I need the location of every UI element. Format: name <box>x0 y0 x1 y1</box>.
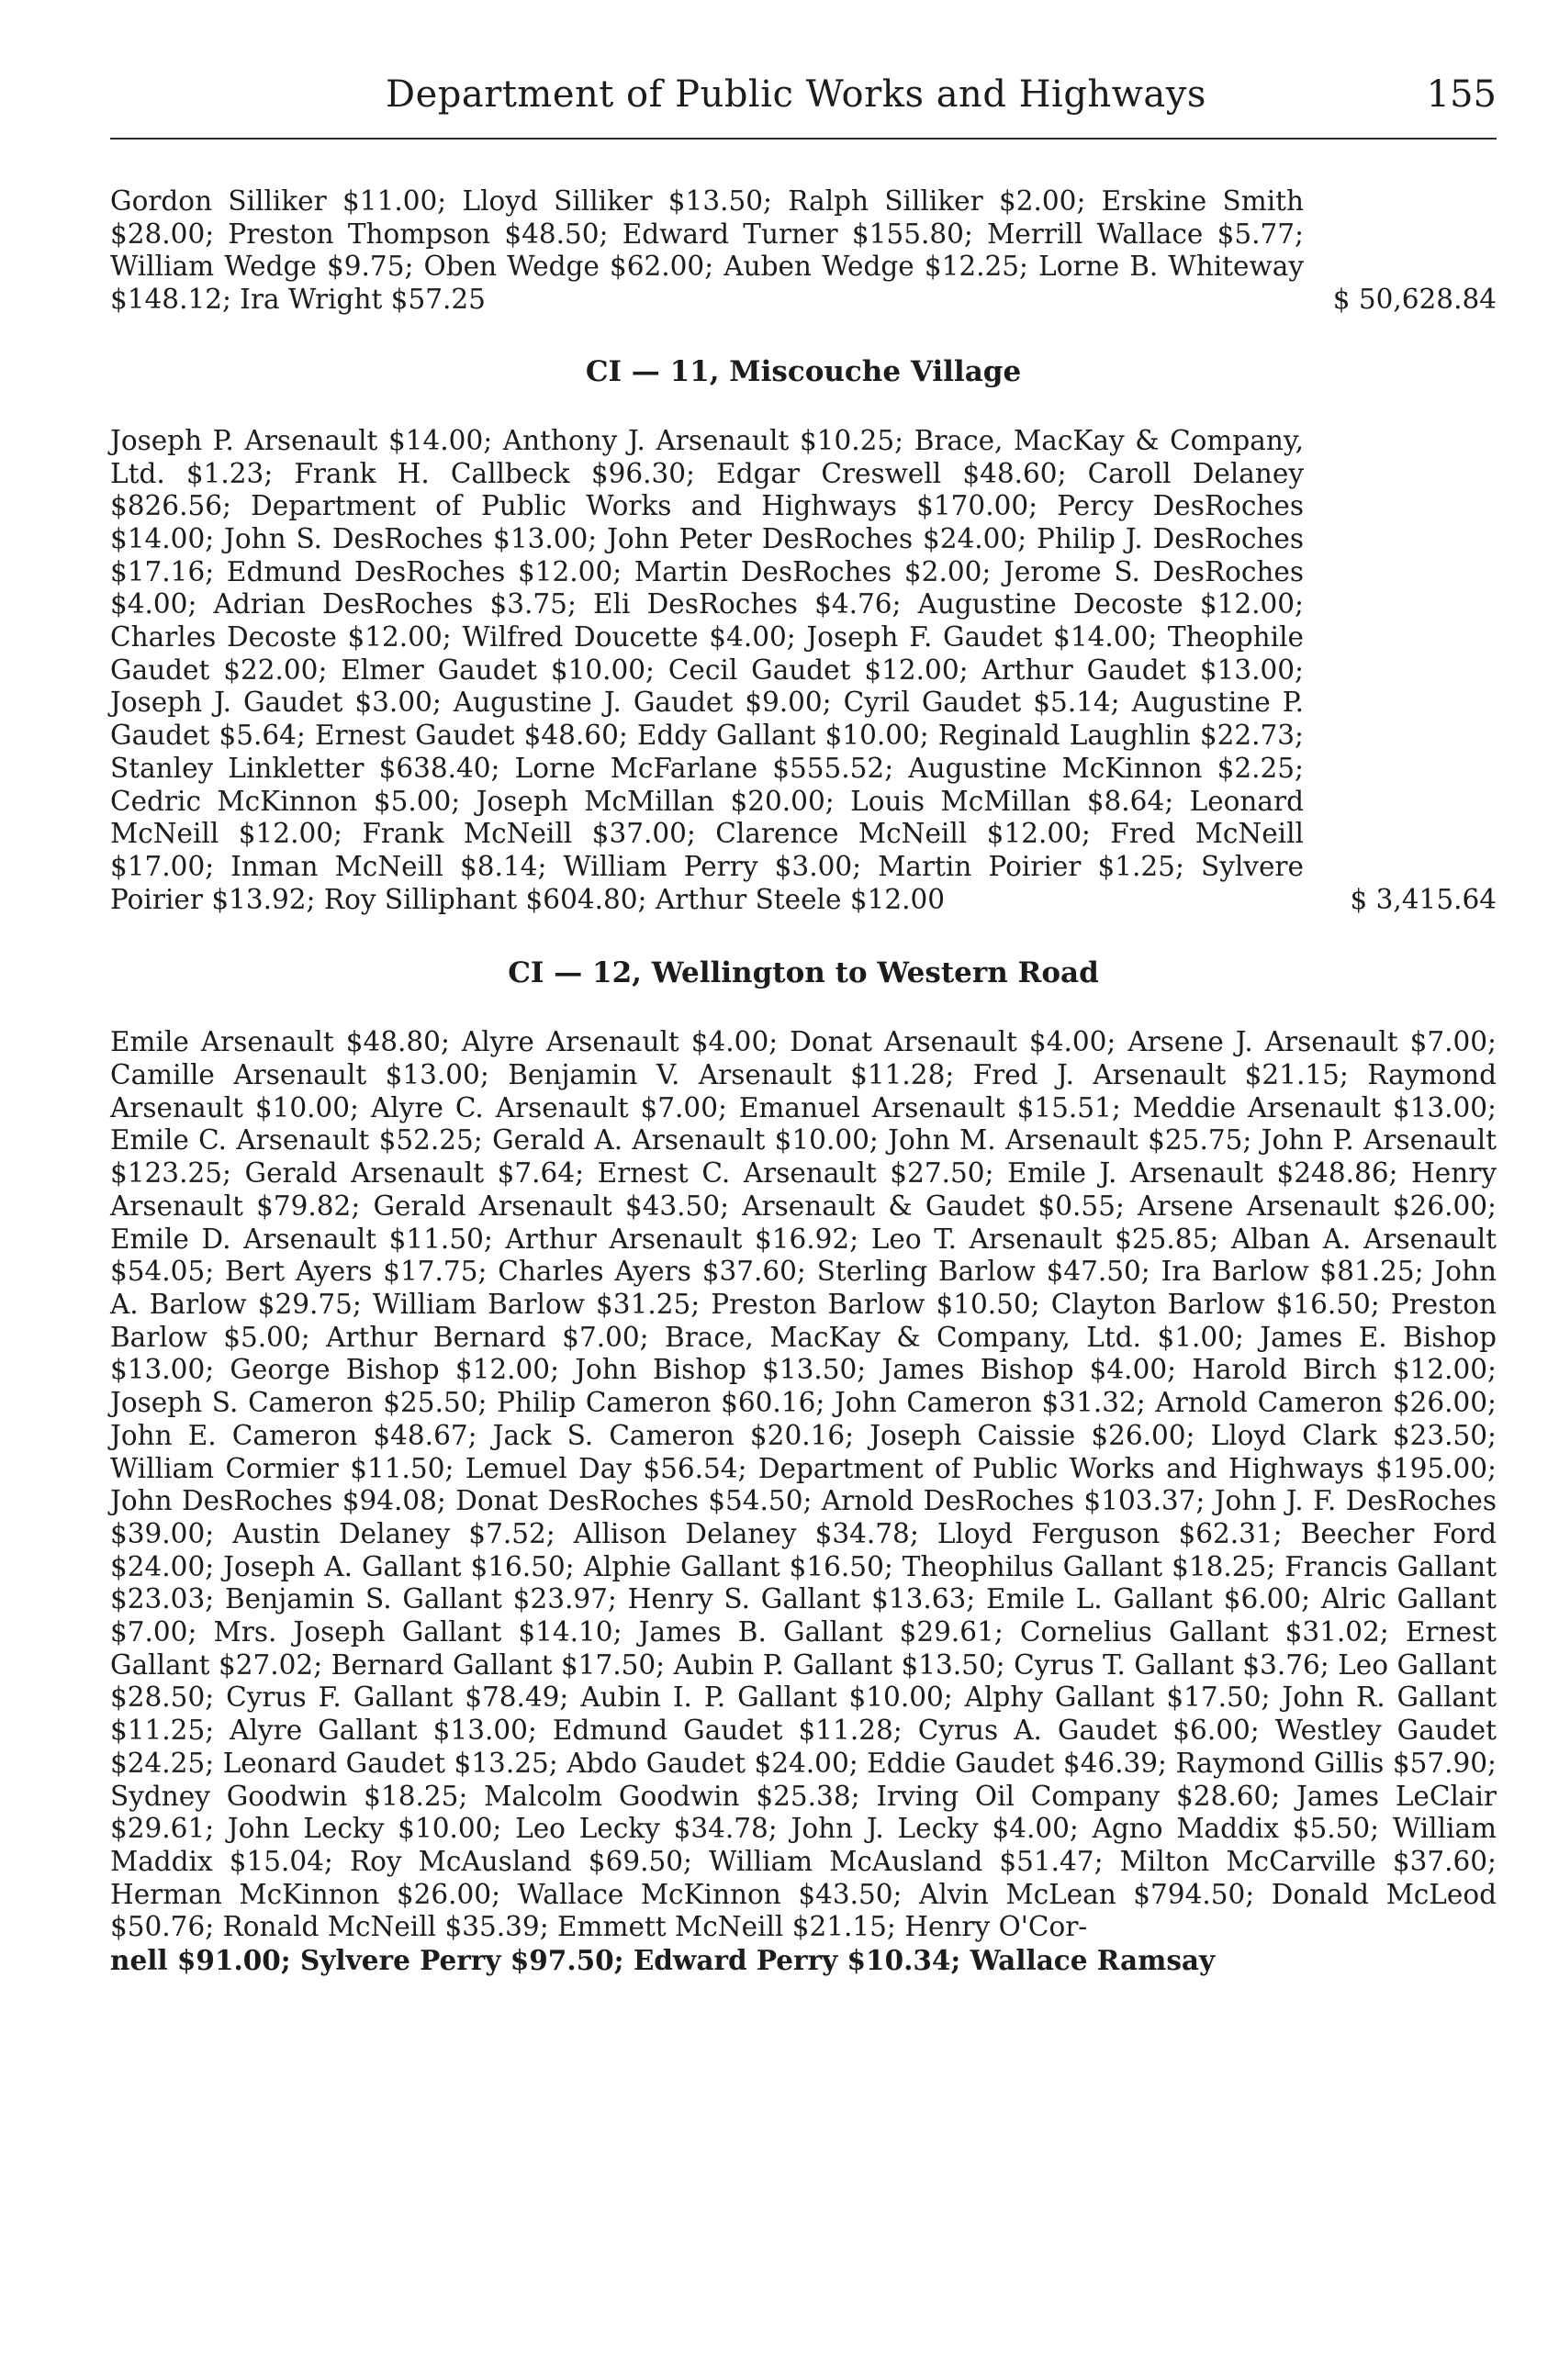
section-total: $ 3,415.64 <box>1350 883 1497 915</box>
running-title: Department of Public Works and Highways <box>386 73 1206 116</box>
section-text: Gordon Silliker $11.00; Lloyd Silliker $13.50; Ralph Silliker $2.00; Erskine Smith $28.00; Preston Thompson $48.50; Edward Turner $155.80; Merrill Wallace $5.77; William Wedge $9.75; Oben Wedge $62.00; Auben Wedge $12.25; Lorne B. Whiteway $148.12; Ira Wright $57.25 <box>110 185 1304 316</box>
section-ci-11 <box>110 425 1497 917</box>
page-number: 155 <box>1426 73 1497 116</box>
page <box>110 73 1497 1977</box>
section-carryover <box>110 185 1497 317</box>
section-heading-ci-11: CI — 11, Miscouche Village <box>585 354 1022 388</box>
page-header <box>110 73 1497 140</box>
section-ci-12 <box>110 1026 1497 1976</box>
section-text: Emile Arsenault $48.80; Alyre Arsenault $4.00; Donat Arsenault $4.00; Arsene J. Arsenault $7.00; Camille Arsenault $13.00; Benjamin V. Arsenault $11.28; Fred J. Arsenault $21.15; Raymond Arsenault $10.00; Alyre C. Arsenault $7.00; Emanuel Arsenault $15.51; Meddie Arsenault $13.00; Emile C. Arsenault $52.25; Gerald A. Arsenault $10.00; John M. Arsenault $25.75; John P. Arsenault $123.25; Gerald Arsenault $7.64; Ernest C. Arsenault $27.50; Emile J. Arsenault $248.86; Henry Arsenault $79.82; Gerald Arsenault $43.50; Arsenault & Gaudet $0.55; Arsene Arsenault $26.00; Emile D. Arsenault $11.50; Arthur Arsenault $16.92; Leo T. Arsenault $25.85; Alban A. Arsenault $54.05; Bert Ayers $17.75; Charles Ayers $37.60; Sterling Barlow $47.50; Ira Barlow $81.25; John A. Barlow $29.75; William Barlow $31.25; Preston Barlow $10.50; Clayton Barlow $16.50; Preston Barlow $5.00; Arthur Bernard $7.00; Brace, MacKay & Company, Ltd. $1.00; James E. Bishop $13.00; George Bishop $12.00; John Bishop $13.50; James Bishop $4.00; Harold Birch $12.00; Joseph S. Cameron $25.50; Philip Cameron $60.16; John Cameron $31.32; Arnold Cameron $26.00; John E. Cameron $48.67; Jack S. Cameron $20.16; Joseph Caissie $26.00; Lloyd Clark $23.50; William Cormier $11.50; Lemuel Day $56.54; Department of Public Works and Highways $195.00; John DesRoches $94.08; Donat DesRoches $54.50; Arnold DesRoches $103.37; John J. F. DesRoches $39.00; Austin Delaney $7.52; Allison Delaney $34.78; Lloyd Ferguson $62.31; Beecher Ford $24.00; Joseph A. Gallant $16.50; Alphie Gallant $16.50; Theophilus Gallant $18.25; Francis Gallant $23.03; Benjamin S. Gallant $23.97; Henry S. Gallant $13.63; Emile L. Gallant $6.00; Alric Gallant $7.00; Mrs. Joseph Gallant $14.10; James B. Gallant $29.61; Cornelius Gallant $31.02; Ernest Gallant $27.02; Bernard Gallant $17.50; Aubin P. Gallant $13.50; Cyrus T. Gallant $3.76; Leo Gallant $28.50; Cyrus F. Gallant $78.49; Aubin I. P. Gallant $10.00; Alphy Gallant $17.50; John R. Gallant $11.25; Alyre Gallant $13.00; Edmund Gaudet $11.28; Cyrus A. Gaudet $6.00; Westley Gaudet $24.25; Leonard Gaudet $13.25; Abdo Gaudet $24.00; Eddie Gaudet $46.39; Raymond Gillis $57.90; Sydney Goodwin $18.25; Malcolm Goodwin $25.38; Irving Oil Company $28.60; James LeClair $29.61; John Lecky $10.00; Leo Lecky $34.78; John J. Lecky $4.00; Agno Maddix $5.50; William Maddix $15.04; Roy McAusland $69.50; William McAusland $51.47; Milton McCarville $37.60; Herman McKinnon $26.00; Wallace McKinnon $43.50; Alvin McLean $794.50; Donald McLeod $50.76; Ronald McNeill $35.39; Emmett McNeill $21.15; Henry O'Cor- <box>110 1026 1497 1943</box>
section-last-line: nell $91.00; Sylvere Perry $97.50; Edward Perry $10.34; Wallace Ramsay <box>110 1944 1216 1977</box>
section-text: Joseph P. Arsenault $14.00; Anthony J. Arsenault $10.25; Brace, MacKay & Company, Ltd. $1.23; Frank H. Callbeck $96.30; Edgar Creswell $48.60; Caroll Delaney $826.56; Department of Public Works and Highways $170.00; Percy DesRoches $14.00; John S. DesRoches $13.00; John Peter DesRoches $24.00; Philip J. DesRoches $17.16; Edmund DesRoches $12.00; Martin DesRoches $2.00; Jerome S. DesRoches $4.00; Adrian DesRoches $3.75; Eli DesRoches $4.76; Augustine Decoste $12.00; Charles Decoste $12.00; Wilfred Doucette $4.00; Joseph F. Gaudet $14.00; Theophile Gaudet $22.00; Elmer Gaudet $10.00; Cecil Gaudet $12.00; Arthur Gaudet $13.00; Joseph J. Gaudet $3.00; Augustine J. Gaudet $9.00; Cyril Gaudet $5.14; Augustine P. Gaudet $5.64; Ernest Gaudet $48.60; Eddy Gallant $10.00; Reginald Laughlin $22.73; Stanley Linkletter $638.40; Lorne McFarlane $555.52; Augustine McKinnon $2.25; Cedric McKinnon $5.00; Joseph McMillan $20.00; Louis McMillan $8.64; Leonard McNeill $12.00; Frank McNeill $37.00; Clarence McNeill $12.00; Fred McNeill $17.00; Inman McNeill $8.14; William Perry $3.00; Martin Poirier $1.25; Sylvere Poirier $13.92; Roy Silliphant $604.80; Arthur Steele $12.00 <box>110 424 1304 915</box>
section-heading-ci-12: CI — 12, Wellington to Western Road <box>508 956 1099 990</box>
section-total: $ 50,628.84 <box>1332 284 1497 316</box>
